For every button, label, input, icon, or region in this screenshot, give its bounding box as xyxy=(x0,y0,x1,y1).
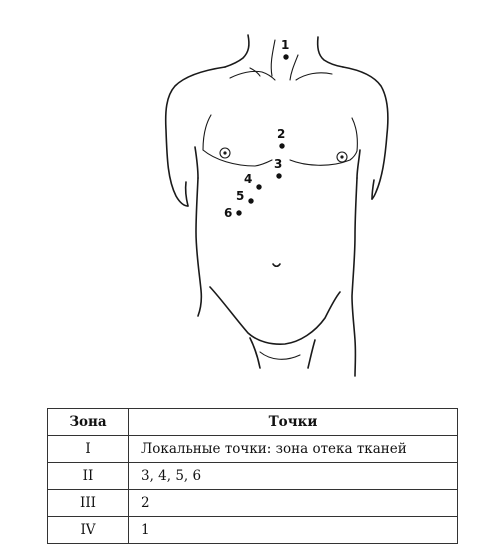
left-shoulder-arm-outline xyxy=(166,67,225,206)
table-row xyxy=(48,490,458,517)
acupoint-5-dot xyxy=(248,198,253,203)
acupoint-6-label: 6 xyxy=(224,206,233,220)
lower-abdomen-curve xyxy=(210,287,340,344)
table-header-row xyxy=(48,409,458,436)
zone-cell: III xyxy=(48,490,129,517)
neck-right-line xyxy=(318,37,343,67)
right-nipple-center xyxy=(340,155,343,158)
zone-cell: IV xyxy=(48,517,129,544)
acupoint-6 xyxy=(224,206,242,220)
navel xyxy=(273,264,280,266)
acupoint-1-dot xyxy=(283,54,288,59)
right-torso-side xyxy=(352,178,357,376)
table-row xyxy=(48,463,458,490)
neck-muscle-right xyxy=(290,55,298,80)
groin-curve xyxy=(260,352,300,359)
left-arm-inner xyxy=(186,182,188,206)
left-clavicle xyxy=(230,71,275,80)
left-pectoral xyxy=(203,150,272,166)
acupoint-2 xyxy=(277,127,285,149)
acupoint-3-dot xyxy=(276,173,281,178)
header-points: Точки xyxy=(129,409,458,436)
acupoint-6-dot xyxy=(236,210,241,215)
right-clavicle xyxy=(296,73,332,80)
acupoint-3-label: 3 xyxy=(274,157,283,171)
groin-left xyxy=(250,338,260,368)
zone-cell: I xyxy=(48,436,129,463)
acupoint-5 xyxy=(236,189,254,204)
acupoint-1 xyxy=(281,38,289,60)
left-chest-contour xyxy=(203,115,211,150)
zone-points-table xyxy=(47,408,458,544)
left-armpit xyxy=(195,147,198,178)
acupoint-4-dot xyxy=(256,184,261,189)
acupoint-1-label: 1 xyxy=(281,38,290,52)
neck-muscle-left xyxy=(271,40,275,76)
left-nipple-center xyxy=(223,151,226,154)
points-cell: 1 xyxy=(129,517,458,544)
table-row xyxy=(48,436,458,463)
neck-left-line xyxy=(225,35,249,67)
right-shoulder-arm-outline xyxy=(343,67,388,199)
acupoint-4 xyxy=(244,172,262,190)
right-chest-contour xyxy=(352,118,357,151)
points-cell: 3, 4, 5, 6 xyxy=(129,463,458,490)
groin-right xyxy=(308,340,315,368)
acupoint-2-label: 2 xyxy=(277,127,286,141)
acupoint-4-label: 4 xyxy=(244,172,253,186)
zone-cell: II xyxy=(48,463,129,490)
acupoint-2-dot xyxy=(279,143,284,148)
acupoint-5-label: 5 xyxy=(236,189,245,203)
header-zone: Зона xyxy=(48,409,129,436)
acupoint-3 xyxy=(274,157,282,179)
points-cell: Локальные точки: зона отека тканей xyxy=(129,436,458,463)
points-cell: 2 xyxy=(129,490,458,517)
right-armpit xyxy=(357,150,360,178)
left-torso-side xyxy=(196,178,201,316)
table-row xyxy=(48,517,458,544)
